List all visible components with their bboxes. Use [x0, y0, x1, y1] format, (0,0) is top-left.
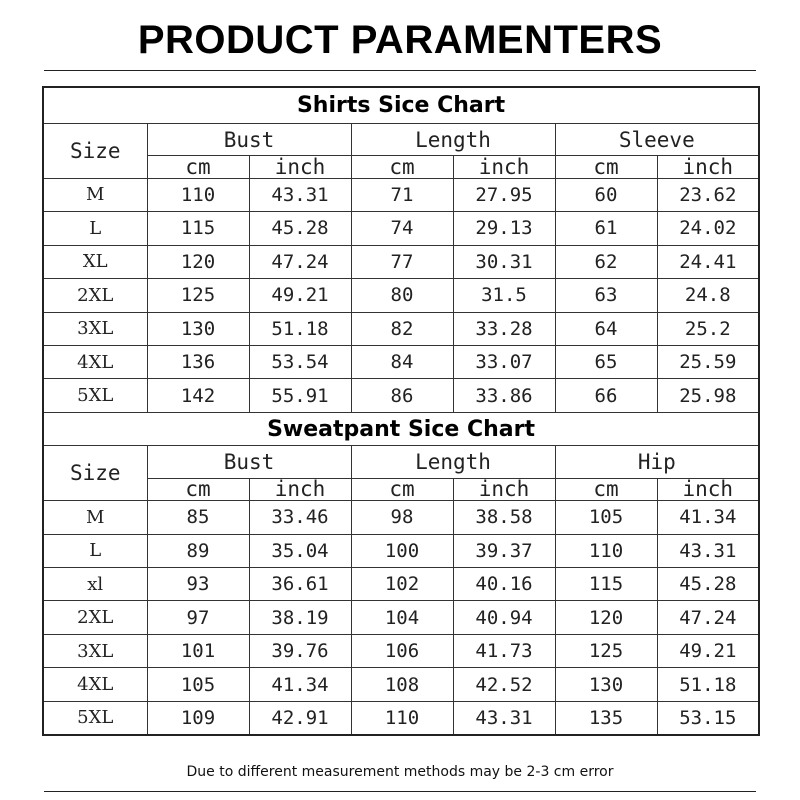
value-cell: 49.21: [249, 279, 351, 312]
value-cell: 60: [555, 178, 657, 211]
value-cell: 45.28: [657, 568, 759, 601]
sweatpants-unit-header: cm: [555, 478, 657, 500]
value-cell: 115: [555, 568, 657, 601]
value-cell: 49.21: [657, 634, 759, 667]
value-cell: 142: [147, 379, 249, 412]
sweatpants-size-header: Size: [43, 446, 147, 501]
value-cell: 110: [555, 534, 657, 567]
size-cell: XL: [43, 245, 147, 278]
value-cell: 84: [351, 346, 453, 379]
value-cell: 102: [351, 568, 453, 601]
size-cell: 3XL: [43, 312, 147, 345]
shirts-unit-header: cm: [351, 156, 453, 178]
sweatpants-group-header: Hip: [555, 446, 759, 478]
value-cell: 31.5: [453, 279, 555, 312]
value-cell: 33.46: [249, 501, 351, 534]
value-cell: 77: [351, 245, 453, 278]
sweatpants-size-row: [43, 534, 759, 567]
sweatpants-size-row: [43, 701, 759, 735]
value-cell: 35.04: [249, 534, 351, 567]
value-cell: 33.86: [453, 379, 555, 412]
shirts-unit-header-row: [43, 156, 759, 178]
value-cell: 98: [351, 501, 453, 534]
value-cell: 25.59: [657, 346, 759, 379]
value-cell: 47.24: [249, 245, 351, 278]
shirts-size-row: [43, 346, 759, 379]
value-cell: 63: [555, 279, 657, 312]
shirts-unit-header: inch: [657, 156, 759, 178]
value-cell: 30.31: [453, 245, 555, 278]
shirts-group-header: Sleeve: [555, 124, 759, 156]
title-divider: [44, 70, 756, 71]
sweatpants-group-header: Length: [351, 446, 555, 478]
value-cell: 100: [351, 534, 453, 567]
sweatpants-size-row: [43, 668, 759, 701]
value-cell: 61: [555, 212, 657, 245]
value-cell: 130: [147, 312, 249, 345]
shirts-size-row: [43, 312, 759, 345]
value-cell: 51.18: [657, 668, 759, 701]
shirts-group-header-row: [43, 124, 759, 156]
shirts-size-row: [43, 245, 759, 278]
value-cell: 33.07: [453, 346, 555, 379]
value-cell: 41.34: [249, 668, 351, 701]
value-cell: 23.62: [657, 178, 759, 211]
value-cell: 51.18: [249, 312, 351, 345]
value-cell: 27.95: [453, 178, 555, 211]
value-cell: 105: [555, 501, 657, 534]
value-cell: 80: [351, 279, 453, 312]
value-cell: 74: [351, 212, 453, 245]
value-cell: 43.31: [249, 178, 351, 211]
value-cell: 110: [147, 178, 249, 211]
value-cell: 86: [351, 379, 453, 412]
value-cell: 53.54: [249, 346, 351, 379]
value-cell: 106: [351, 634, 453, 667]
value-cell: 120: [147, 245, 249, 278]
shirts-group-header: Length: [351, 124, 555, 156]
value-cell: 29.13: [453, 212, 555, 245]
size-cell: M: [43, 178, 147, 211]
sweatpants-size-row: [43, 634, 759, 667]
value-cell: 25.98: [657, 379, 759, 412]
value-cell: 53.15: [657, 701, 759, 735]
size-cell: 5XL: [43, 379, 147, 412]
value-cell: 89: [147, 534, 249, 567]
shirts-size-row: [43, 279, 759, 312]
shirts-title-row: [43, 87, 759, 124]
value-cell: 101: [147, 634, 249, 667]
sweatpants-size-row: [43, 568, 759, 601]
value-cell: 136: [147, 346, 249, 379]
value-cell: 66: [555, 379, 657, 412]
value-cell: 40.94: [453, 601, 555, 634]
value-cell: 125: [147, 279, 249, 312]
sweatpants-size-row: [43, 501, 759, 534]
value-cell: 40.16: [453, 568, 555, 601]
sweatpants-group-header-row: [43, 446, 759, 478]
shirts-group-header: Bust: [147, 124, 351, 156]
value-cell: 43.31: [657, 534, 759, 567]
value-cell: 115: [147, 212, 249, 245]
value-cell: 110: [351, 701, 453, 735]
sweatpants-unit-header-row: [43, 478, 759, 500]
value-cell: 71: [351, 178, 453, 211]
size-cell: xl: [43, 568, 147, 601]
size-cell: L: [43, 212, 147, 245]
value-cell: 24.02: [657, 212, 759, 245]
sweatpants-unit-header: cm: [351, 478, 453, 500]
value-cell: 45.28: [249, 212, 351, 245]
footer-divider: [44, 791, 756, 792]
value-cell: 42.91: [249, 701, 351, 735]
size-cell: 2XL: [43, 279, 147, 312]
shirts-unit-header: inch: [249, 156, 351, 178]
value-cell: 105: [147, 668, 249, 701]
value-cell: 24.8: [657, 279, 759, 312]
shirts-unit-header: inch: [453, 156, 555, 178]
sweatpants-chart-title: Sweatpant Sice Chart: [43, 412, 759, 445]
size-cell: 3XL: [43, 634, 147, 667]
size-cell: 5XL: [43, 701, 147, 735]
value-cell: 109: [147, 701, 249, 735]
value-cell: 41.73: [453, 634, 555, 667]
value-cell: 108: [351, 668, 453, 701]
value-cell: 82: [351, 312, 453, 345]
shirts-size-row: [43, 178, 759, 211]
value-cell: 39.37: [453, 534, 555, 567]
value-cell: 33.28: [453, 312, 555, 345]
size-cell: M: [43, 501, 147, 534]
value-cell: 47.24: [657, 601, 759, 634]
sweatpants-unit-header: inch: [249, 478, 351, 500]
value-cell: 130: [555, 668, 657, 701]
value-cell: 64: [555, 312, 657, 345]
value-cell: 93: [147, 568, 249, 601]
sweatpants-unit-header: cm: [147, 478, 249, 500]
value-cell: 24.41: [657, 245, 759, 278]
shirts-chart-title: Shirts Sice Chart: [43, 87, 759, 124]
value-cell: 43.31: [453, 701, 555, 735]
value-cell: 41.34: [657, 501, 759, 534]
size-cell: 4XL: [43, 668, 147, 701]
shirts-unit-header: cm: [147, 156, 249, 178]
value-cell: 104: [351, 601, 453, 634]
value-cell: 62: [555, 245, 657, 278]
shirts-unit-header: cm: [555, 156, 657, 178]
size-cell: L: [43, 534, 147, 567]
value-cell: 135: [555, 701, 657, 735]
value-cell: 55.91: [249, 379, 351, 412]
shirts-size-header: Size: [43, 124, 147, 179]
value-cell: 38.19: [249, 601, 351, 634]
sweatpants-unit-header: inch: [453, 478, 555, 500]
size-chart-table: [42, 86, 760, 736]
value-cell: 85: [147, 501, 249, 534]
sweatpants-group-header: Bust: [147, 446, 351, 478]
value-cell: 97: [147, 601, 249, 634]
page-title: PRODUCT PARAMENTERS: [137, 18, 663, 62]
value-cell: 42.52: [453, 668, 555, 701]
size-cell: 2XL: [43, 601, 147, 634]
value-cell: 36.61: [249, 568, 351, 601]
value-cell: 25.2: [657, 312, 759, 345]
sweatpants-unit-header: inch: [657, 478, 759, 500]
size-cell: 4XL: [43, 346, 147, 379]
shirts-size-row: [43, 212, 759, 245]
sweatpants-size-row: [43, 601, 759, 634]
value-cell: 65: [555, 346, 657, 379]
measurement-note: Due to different measurement methods may be 2-3 cm error: [186, 764, 614, 780]
value-cell: 120: [555, 601, 657, 634]
value-cell: 39.76: [249, 634, 351, 667]
value-cell: 38.58: [453, 501, 555, 534]
shirts-size-row: [43, 379, 759, 412]
sweatpants-title-row: [43, 412, 759, 445]
value-cell: 125: [555, 634, 657, 667]
